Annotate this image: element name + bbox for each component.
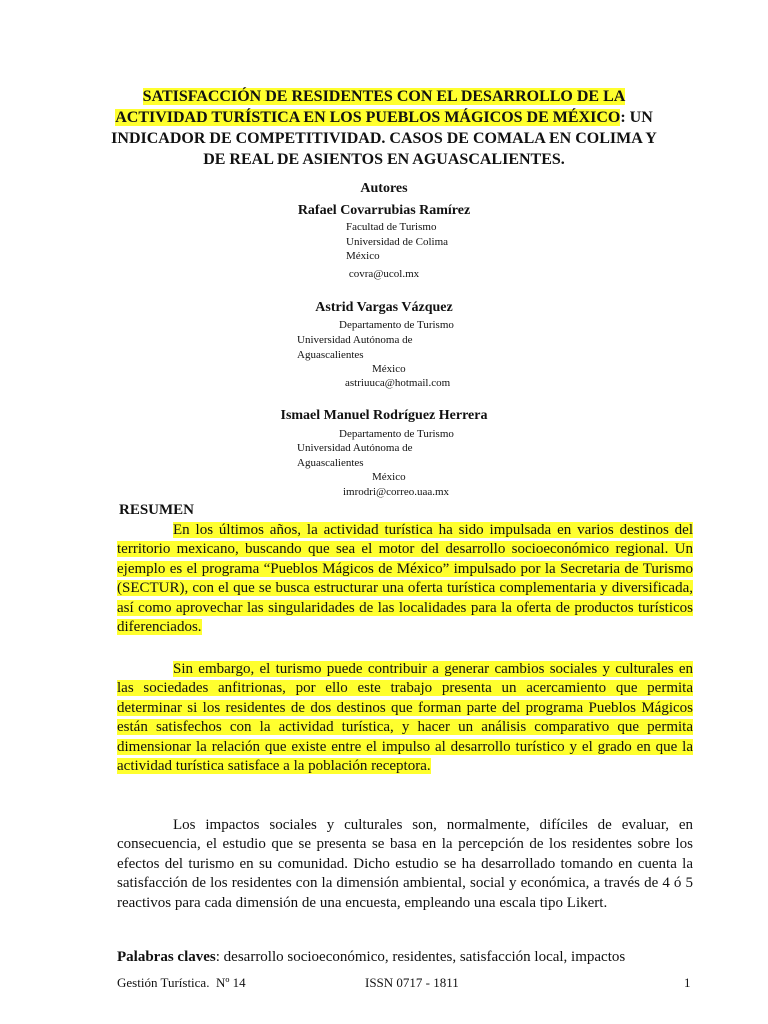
author-3-dept: Departamento de Turismo	[339, 428, 454, 440]
abstract-p2-text: Sin embargo, el turismo puede contribuir a generar cambios sociales y culturales en las sociedades anfitrionas, por ello este trabajo presenta un acercamiento que permita determinar si los residentes de dos destinos que forman parte del programa Pueblos Mágicos están satisfechos con la actividad turística, y hacer un análisis comparativo que permita dimensionar la relación que existe entre el impulso al desarrollo turístico y el grado en que la actividad turística satisface a la población receptora.	[117, 661, 693, 775]
author-3-univ-line1: Universidad Autónoma de	[297, 442, 413, 454]
author-1-univ: Universidad de Colima	[346, 235, 449, 248]
author-2-dept: Departamento de Turismo	[339, 319, 454, 331]
author-3-country: México	[372, 471, 406, 483]
author-2-univ	[297, 333, 412, 362]
abstract-heading: RESUMEN	[119, 502, 195, 518]
title-highlighted: SATISFACCIÓN DE RESIDENTES CON EL DESARROLLO DE LA ACTIVIDAD TURÍSTICA EN LOS PUEBLOS MÁGICOS DE MÉXICO	[115, 88, 626, 126]
abstract-paragraph-1	[117, 521, 693, 637]
author-1-name: Rafael Covarrubias Ramírez	[297, 203, 471, 218]
author-1-dept: Facultad de Turismo	[346, 221, 437, 233]
footer-journal: Gestión Turística. Nº 14	[117, 975, 246, 990]
author-3-univ	[297, 441, 412, 470]
author-2-name: Astrid Vargas Vázquez	[315, 300, 453, 315]
keywords-label: Palabras claves	[117, 949, 216, 965]
author-2-univ-line1: Universidad Autónoma de	[297, 334, 413, 346]
author-2-univ-line2: Aguascalientes	[297, 348, 364, 361]
keywords	[117, 948, 695, 967]
keywords-text: : desarrollo socioeconómico, residentes, satisfacción local, impactos	[215, 949, 626, 965]
footer-page-number: 1	[684, 975, 691, 990]
abstract-p3-text: Los impactos sociales y culturales son, normalmente, difíciles de evaluar, en consecuencia, el estudio que se presenta se basa en la percepción de los residentes sobre los efectos del turismo en su comunidad. Dicho estudio se ha desarrollado tomando en cuenta la satisfacción de los residentes con la dimensión ambiental, social y económica, a través de 4 ó 5 reactivos para cada dimensión de una encuesta, empleando una escala tipo Likert.	[117, 817, 693, 911]
author-2-country: México	[372, 363, 406, 375]
title-rest: : UN INDICADOR DE COMPETITIVIDAD. CASOS DE COMALA EN COLIMA Y DE REAL DE ASIENTOS EN AGUASCALIENTES.	[111, 109, 657, 168]
author-2-email: astriuuca@hotmail.com	[345, 377, 451, 389]
author-3-name: Ismael Manuel Rodríguez Herrera	[280, 408, 488, 423]
author-3-email: imrodri@correo.uaa.mx	[343, 486, 450, 498]
abstract-paragraph-2	[117, 660, 693, 776]
abstract-p1-text: En los últimos años, la actividad turística ha sido impulsada en varios destinos del territorio mexicano, buscando que sea el motor del desarrollo socioeconómico regional. Un ejemplo es el programa “Pueblos Mágicos de México” impulsado por la Secretaria de Turismo (SECTUR), con el que se busca estructurar una oferta turística complementaria y diversificada, así como aprovechar las singularidades de las localidades para la oferta de productos turísticos diferenciados.	[117, 522, 693, 636]
author-3-univ-line2: Aguascalientes	[297, 456, 364, 469]
paper-title	[110, 86, 658, 170]
author-1-email: covra@ucol.mx	[348, 268, 420, 280]
footer-issn: ISSN 0717 - 1811	[365, 975, 459, 990]
author-1-country: México	[346, 250, 380, 262]
author-1-affiliation	[346, 220, 448, 264]
authors-heading: Autores	[360, 181, 408, 196]
abstract-paragraph-3	[117, 816, 693, 913]
